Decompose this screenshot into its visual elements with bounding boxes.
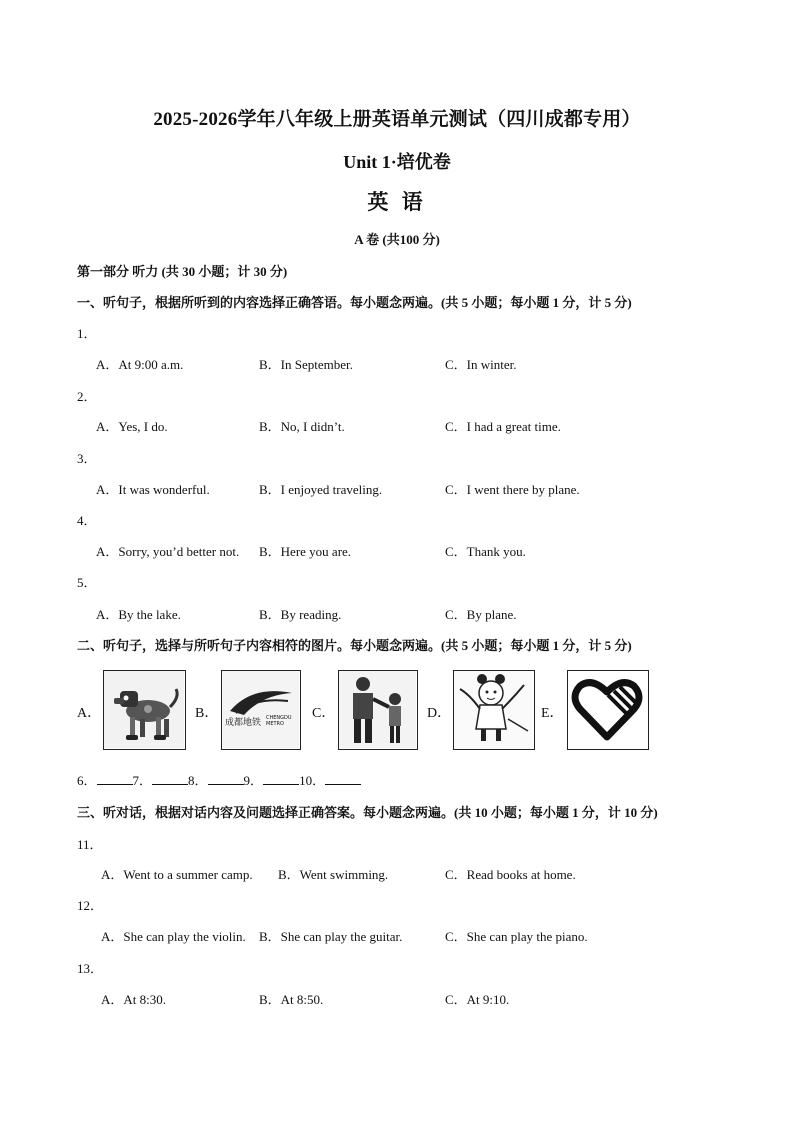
question-number: 1． <box>77 326 97 341</box>
option-b: B．No, I didn’t. <box>259 419 345 434</box>
option-b: B．Went swimming. <box>278 867 389 882</box>
subject-title: 英 语 <box>367 190 427 214</box>
option-c: C．I went there by plane. <box>445 482 580 497</box>
answer-blank[interactable] <box>263 772 299 785</box>
question-number: 12． <box>77 898 104 913</box>
image-label-c: C． <box>312 706 336 721</box>
option-b: B．I enjoyed traveling. <box>259 482 383 497</box>
option-b: B．Here you are. <box>259 544 352 559</box>
section3-heading: 三、听对话，根据对话内容及问题选择正确答案。每小题念两遍。(共 10 小题；每小题 1 分，计 10 分) <box>77 805 658 820</box>
cartoon-girl-image <box>453 670 535 750</box>
question-number: 2． <box>77 389 97 404</box>
answer-blank[interactable] <box>152 772 188 785</box>
option-a: A．Yes, I do. <box>96 419 168 434</box>
question-number: 13． <box>77 961 104 976</box>
blank-number: 10． <box>299 773 326 788</box>
blank-number: 7． <box>132 773 153 788</box>
exam-title: 2025-2026学年八年级上册英语单元测试（四川成都专用） <box>153 109 641 130</box>
option-c: C．At 9:10. <box>445 992 510 1007</box>
option-c: C．Thank you. <box>445 544 526 559</box>
section2-heading: 二、听句子，选择与所听句子内容相符的图片。每小题念两遍。(共 5 小题；每小题 1 分，计 5 分) <box>77 638 632 653</box>
option-a: A．Went to a summer camp. <box>101 867 253 882</box>
answer-blanks-row <box>77 770 361 789</box>
option-a: A．At 8:30. <box>101 992 167 1007</box>
question-number: 5． <box>77 575 97 590</box>
option-a: A．By the lake. <box>96 607 181 622</box>
section1-heading: 一、听句子，根据所听到的内容选择正确答语。每小题念两遍。(共 5 小题；每小题 1 分，计 5 分) <box>77 295 632 310</box>
image-label-b: B． <box>195 706 219 721</box>
image-label-d: D． <box>427 706 452 721</box>
answer-blank[interactable] <box>325 772 361 785</box>
option-a: A．It was wonderful. <box>96 482 210 497</box>
image-label-a: A． <box>77 706 102 721</box>
option-c: C．In winter. <box>445 357 517 372</box>
question-number: 3． <box>77 451 97 466</box>
blank-number: 8． <box>188 773 208 788</box>
option-c: C．Read books at home. <box>445 867 576 882</box>
option-b: B．At 8:50. <box>259 992 324 1007</box>
chengdu-metro-logo-image <box>221 670 301 750</box>
exam-subtitle: Unit 1·培优卷 <box>343 152 451 172</box>
option-c: C．By plane. <box>445 607 517 622</box>
option-b: B．In September. <box>259 357 353 372</box>
blank-number: 6． <box>77 773 97 788</box>
metro-logo-subtext: CHENGDU METRO <box>266 715 292 727</box>
option-a: A．At 9:00 a.m. <box>96 357 184 372</box>
question-number: 4． <box>77 513 97 528</box>
metro-logo-text: 成都地铁 <box>225 718 262 728</box>
heart-hand-logo-image <box>567 670 649 750</box>
image-label-e: E． <box>541 706 564 721</box>
option-c: C．She can play the piano. <box>445 929 588 944</box>
part1-heading: 第一部分 听力 (共 30 小题；计 30 分) <box>77 264 288 279</box>
people-helping-image <box>338 670 418 750</box>
option-b: B．She can play the guitar. <box>259 929 403 944</box>
question-number: 11． <box>77 837 103 852</box>
robot-dog-image <box>103 670 186 750</box>
option-c: C．I had a great time. <box>445 419 561 434</box>
answer-blank[interactable] <box>97 772 133 785</box>
paper-heading: A 卷 (共100 分) <box>354 232 440 247</box>
option-a: A．She can play the violin. <box>101 929 246 944</box>
option-a: A．Sorry, you’d better not. <box>96 544 240 559</box>
option-b: B．By reading. <box>259 607 342 622</box>
answer-blank[interactable] <box>208 772 244 785</box>
blank-number: 9． <box>243 773 264 788</box>
